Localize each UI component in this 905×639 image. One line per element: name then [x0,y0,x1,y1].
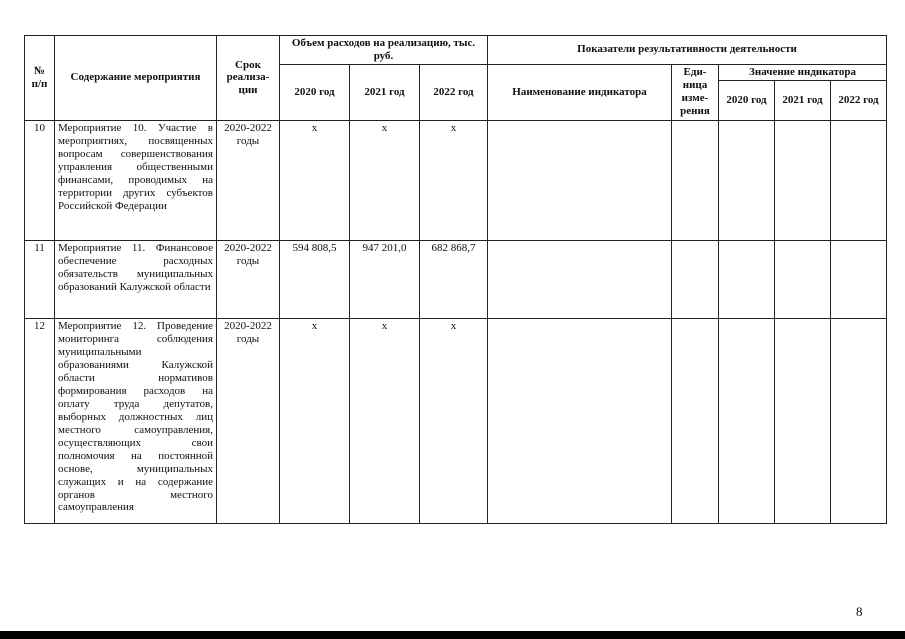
row-content: Мероприятие 10. Участие в мероприятиях, посвященных вопросам совершенствования управления общественными финансами, проводимых на территории других субъектов Российской Федерации [55,120,217,240]
header-term: Срок реализа-ции [217,36,280,121]
row-content: Мероприятие 12. Проведение мониторинга соблюдения муниципальными образованиями Калужской области нормативов формирования расходов на оплату труда депутатов, выборных должностных лиц местного самоуправления, осуществляющих свои полномочия на постоянной основе, муниципальных служащих и на содержание органов местного самоуправления [55,318,217,523]
row-term: 2020-2022 годы [217,120,280,240]
header-val-2021: 2021 год [775,80,831,120]
row-val-2020 [719,120,775,240]
header-exp-2022: 2022 год [420,64,488,120]
row-val-2020 [719,240,775,318]
header-indicators: Показатели результативности деятельности [488,36,887,65]
header-val-2020: 2020 год [719,80,775,120]
header-expenses: Объем расходов на реализацию, тыс. руб. [280,36,488,65]
header-exp-2021: 2021 год [350,64,420,120]
header-row-1 [25,36,887,65]
page-number: 8 [856,604,863,619]
row-val-2022 [831,120,887,240]
header-exp-2020: 2020 год [280,64,350,120]
activities-table [24,35,887,524]
table-row [25,240,887,318]
row-exp-2020: х [280,318,350,523]
row-indicator-name [488,120,672,240]
row-exp-2022: х [420,120,488,240]
row-unit [672,318,719,523]
row-exp-2021: х [350,120,420,240]
row-num: 12 [25,318,55,523]
row-term: 2020-2022 годы [217,240,280,318]
row-exp-2020: 594 808,5 [280,240,350,318]
row-val-2021 [775,318,831,523]
header-indicator-name: Наименование индикатора [488,64,672,120]
header-num: № п/п [25,36,55,121]
row-indicator-name [488,318,672,523]
row-val-2021 [775,120,831,240]
scan-bottom-edge [0,631,905,639]
row-exp-2020: х [280,120,350,240]
row-exp-2022: 682 868,7 [420,240,488,318]
row-exp-2022: х [420,318,488,523]
row-unit [672,240,719,318]
row-content: Мероприятие 11. Финансовое обеспечение расходных обязательств муниципальных образований Калужской области [55,240,217,318]
header-content: Содержание мероприятия [55,36,217,121]
header-unit: Еди-ница изме-рения [672,64,719,120]
row-indicator-name [488,240,672,318]
row-val-2021 [775,240,831,318]
row-exp-2021: 947 201,0 [350,240,420,318]
row-val-2022 [831,318,887,523]
row-num: 11 [25,240,55,318]
row-unit [672,120,719,240]
table-row [25,318,887,523]
row-val-2022 [831,240,887,318]
row-exp-2021: х [350,318,420,523]
row-val-2020 [719,318,775,523]
header-val-2022: 2022 год [831,80,887,120]
table-row [25,120,887,240]
row-num: 10 [25,120,55,240]
row-term: 2020-2022 годы [217,318,280,523]
header-indicator-value: Значение индикатора [719,64,887,80]
